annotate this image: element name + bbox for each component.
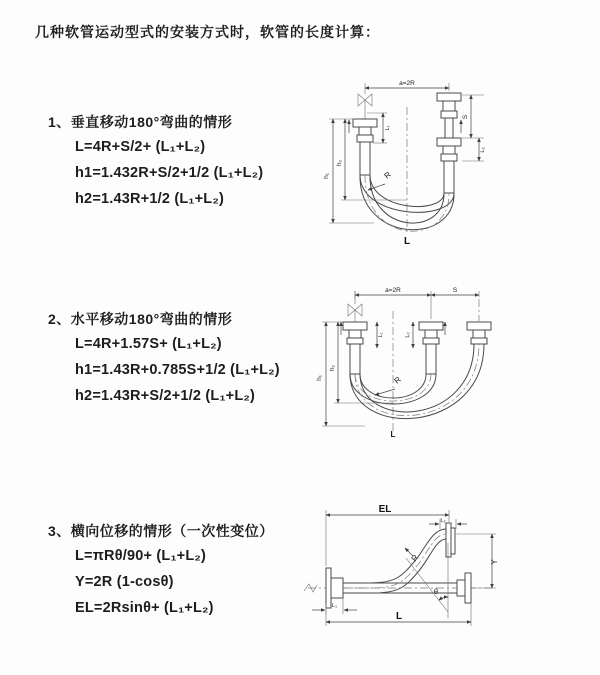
dimension-l1 [312,598,357,614]
dim-label-l2: L₂ [480,147,486,153]
left-flange [326,568,343,608]
formula-line: h1=1.43R+0.785S+1/2 (L₁+L₂) [75,362,280,378]
radius-callout [375,375,403,395]
formula-line: h1=1.432R+S/2+1/2 (L₁+L₂) [75,165,264,181]
radius-label: R [382,169,393,181]
radius-label: R [392,374,403,386]
diagram-vertical-180-bend [316,73,568,251]
formula-line: L=πRθ/90+ (L₁+L₂) [75,548,207,564]
valve-icon [358,83,372,119]
dim-label-l1: L₁ [385,125,391,131]
dim-label-l2: L₂ [440,518,446,524]
radius-label: R [409,553,421,564]
length-label: L [390,430,396,439]
formula-line: EL=2Rsinθ+ (L₁+L₂) [75,600,214,616]
dim-label-h2: h₂ [329,364,336,372]
formula-line: h2=1.43R+1/2 (L₁+L₂) [75,191,225,207]
dimension-s-l2 [462,95,486,161]
hose-arcs [350,344,484,419]
left-pipe-flange [353,119,377,175]
angle-label: θ [433,587,439,596]
dimension-a2r [365,80,449,91]
dim-label-s: S [452,287,458,294]
dim-label-el: EL [378,504,392,515]
formula-line: L=4R+S/2+ (L₁+L₂) [75,139,206,155]
section-lateral-displacement [48,521,274,621]
diagram-lateral-displacement [300,500,570,660]
diagram-horizontal-180-bend [313,283,571,453]
dim-label-a2r: a=2R [385,287,401,294]
radius-callout [368,170,393,190]
formula-line: Y=2R (1-cosθ) [75,574,174,590]
formula-line: h2=1.43R+S/2+1/2 (L₁+L₂) [75,388,256,404]
section-3-heading: 3、横向位移的情形（一次性变位） [48,523,274,539]
left-pipe-flange [343,322,367,374]
dim-label-a2r: a=2R [399,80,415,87]
section-3-formulas [75,543,274,621]
dim-label-h1: h₁ [323,173,330,179]
dim-label-l1: L₁ [332,603,337,609]
section-2-formulas [75,331,280,409]
dimension-l1-l2 [377,322,413,348]
dim-label-l1: L₁ [378,332,384,338]
length-label: L [395,611,403,622]
dim-label-h1: h₁ [316,375,323,381]
dim-label-s: S [462,114,469,120]
section-1-formulas [75,134,263,212]
dimension-l [326,603,471,626]
section-1-heading: 1、垂直移动180°弯曲的情形 [48,114,233,130]
radius-callout [405,548,420,563]
dimension-el [326,504,449,566]
lower-right-flange [457,573,471,603]
dimension-a2r-s [355,287,479,319]
dim-label-h2: h₂ [336,159,343,167]
section-horizontal-180-bend [48,309,280,409]
right-pipe-flanges [437,93,461,193]
upper-right-flange [446,523,455,557]
middle-pipe-flange [419,322,443,374]
length-label: L [403,236,411,247]
page-title: 几种软管运动型式的安装方式时，软管的长度计算： [35,24,380,40]
right-pipe-flange [467,322,491,344]
dim-label-y: Y [490,559,499,565]
section-vertical-180-bend [48,112,263,212]
dim-label-l2: L₂ [405,332,411,338]
formula-line: L=4R+1.57S+ (L₁+L₂) [75,336,222,352]
section-2-heading: 2、水平移动180°弯曲的情形 [48,311,233,327]
